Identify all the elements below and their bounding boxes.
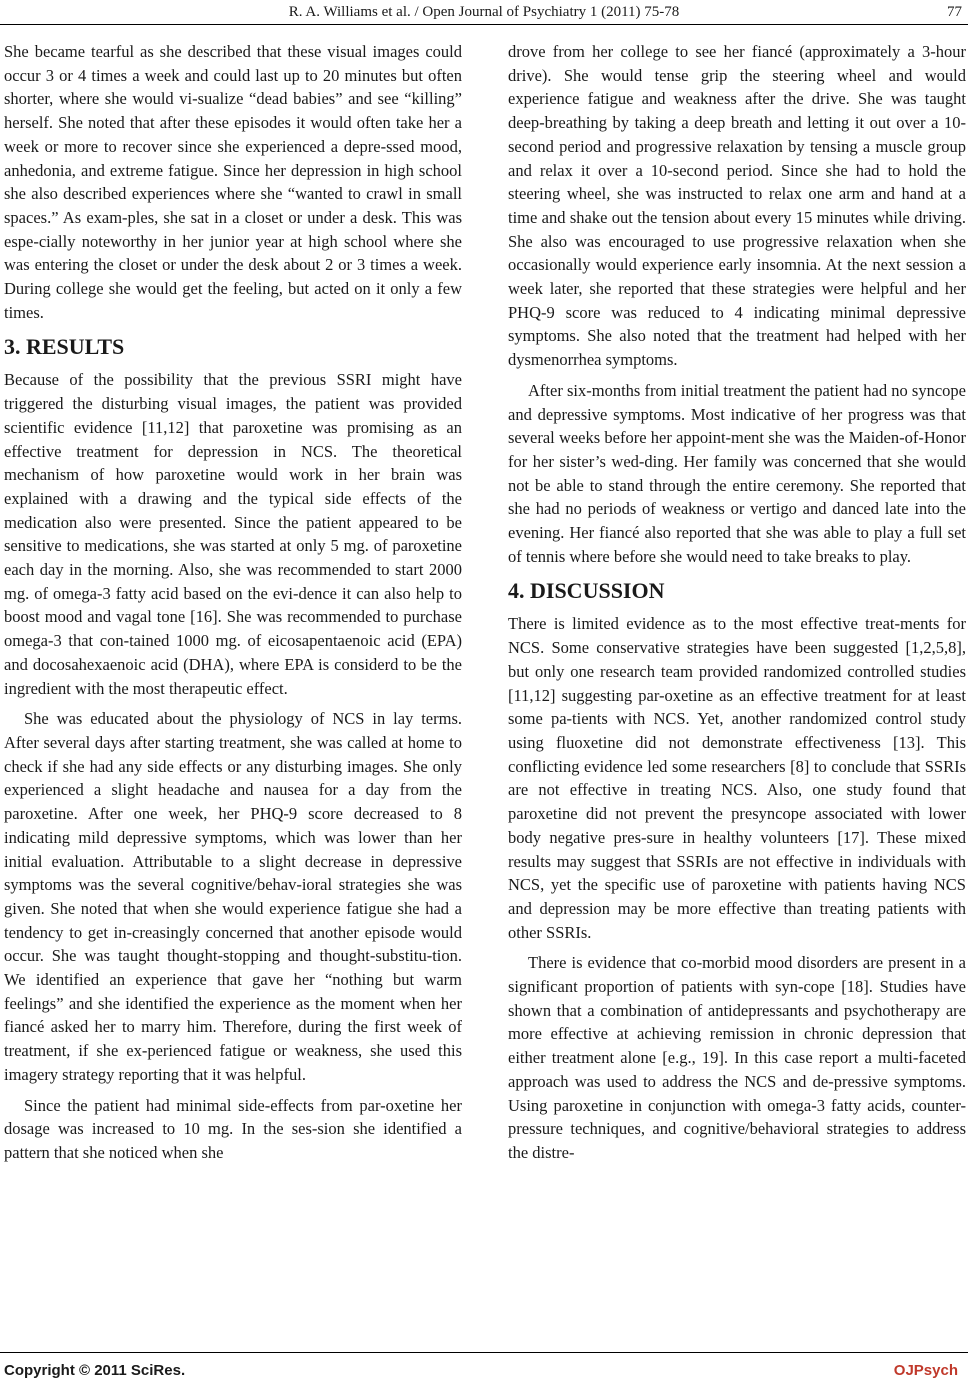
page-footer xyxy=(4,1362,962,1382)
paragraph: Because of the possibility that the previous SSRI might have triggered the disturbing visual images, the patient was provided scientific evidence [11,12] that paroxetine was promising as an effective treatment for depression in NCS. The theoretical mechanism of how paroxetine would work in her brain was explained with a drawing and the typical side effects of the medication also were presented. Since the patient appeared to be sensitive to medications, she was started at only 5 mg. of paroxetine each day in the morning. Also, she was recommended to start 2000 mg. of omega-3 fatty acid based on the evi-dence it can also help to boost mood and vagal tone [16]. She was recommended to purchase omega-3 that con-tained 1000 mg. of eicosapentaenoic acid (EPA) and docosahexaenoic acid (DHA), where EPA is considerd to be the ingredient with the most therapeutic effect. xyxy=(4,370,462,698)
paragraph: Since the patient had minimal side-effects from par-oxetine her dosage was increased to 10 mg. In the ses-sion she identified a pattern that she noticed when she xyxy=(4,1095,462,1162)
page-number: 77 xyxy=(947,4,962,20)
paragraph: After six-months from initial treatment the patient had no syncope and depressive symptoms. Most indicative of her progress was that several weeks before her appoint-ment she was the Maiden-of-Honor for her sister’s wed-ding. Her family was concerned that she would not be able to stand through the entire ceremony. She reported that she had no periods of weakness or vertigo and danced late into the evening. Her fiancé also reported that she was able to play a full set of tennis where before she would need to take breaks to play. xyxy=(508,380,966,566)
section-heading-discussion: 4. DISCUSSION xyxy=(508,578,665,604)
paragraph: There is evidence that co-morbid mood disorders are present in a significant proportion of patients with syn-cope [18]. Studies have shown that a combination of antidepressants and psychotherapy are more effective at achieving remission in chronic depression that either treatment alone [e.g., 19]. In this case report a multi-faceted approach was used to address the NCS and de-pressive symptoms. Using paroxetine in conjunction with omega-3 fatty acids, counter-pressure techniques, and cognitive/behavioral strategies to address the distre- xyxy=(508,953,966,1162)
page-header xyxy=(0,4,968,22)
footer-rule xyxy=(0,1352,968,1353)
running-head: R. A. Williams et al. / Open Journal of Psychiatry 1 (2011) 75-78 xyxy=(288,4,680,20)
header-rule xyxy=(0,24,968,25)
journal-abbreviation: OJPsych xyxy=(893,1362,958,1379)
paragraph: drove from her college to see her fiancé (approximately a 3-hour drive). She would tense grip the steering wheel and would experience fatigue and weakness after the drive. She was taught deep-breathing by taking a deep breath and letting it out over a 10-second period and progressive relaxation by tensing a muscle group and relax it over a 10-second period. Since she had to hold the steering wheel, she was instructed to relax one arm and hand at a time and shake out the tension about every 15 minutes while driving. She also was encouraged to use progressive relaxation when she occasionally would experience early insomnia. At the next session a week later, she reported that these strategies were helpful and her PHQ-9 score was reduced to 4 indicating minimal depressive symptoms. She also noted that the treatment had helped with her dysmenorrhea symptoms. xyxy=(508,42,966,370)
left-column xyxy=(4,40,462,1165)
section-heading-results: 3. RESULTS xyxy=(4,334,125,360)
paragraph: She became tearful as she described that these visual images could occur 3 or 4 times a week and could last up to 20 minutes but often shorter, where she would vi-sualize “dead babies” and see “killing” herself. She noted that after these episodes it would often take her a week or more to recover since she experienced a depre-ssed mood, anhedonia, and extreme fatigue. Since her depression in high school she also described experiences where she “wanted to crawl in small spaces.” As exam-ples, she sat in a closet or under a desk. This was espe-cially noteworthy in her junior year at high school where she was entering the closet or under the desk about 2 or 3 times a week. During college she would get the feeling, but acted on it only a few times. xyxy=(4,42,462,322)
paragraph: There is limited evidence as to the most effective treat-ments for NCS. Some conservative strategies have been suggested [1,2,5,8], but only one research team provided randomized controlled studies [11,12] suggesting par-oxetine as an effective treatment for at least some pa-tients with NCS. Yet, another randomized control study using fluoxetine did not demonstrate effectiveness [13]. This conflicting evidence led some researchers [8] to conclude that SSRIs are not effective in treating NCS. Also, one study found that paroxetine did not prevent the presyncope associated with lower body negative pres-sure in healthy volunteers [17]. These mixed results may suggest that SSRIs are not effective in individuals with NCS, yet the specific use of paroxetine with patients having NCS and depression may be more effective than treating patients with other SSRIs. xyxy=(508,614,966,942)
right-column xyxy=(508,40,966,1165)
copyright-notice: Copyright © 2011 SciRes. xyxy=(4,1362,186,1379)
paragraph: She was educated about the physiology of NCS in lay terms. After several days after starting treatment, she was called at home to check if she had any side effects or any disturbing images. She only experienced a slight headache and nausea for a day from the paroxetine. After one week, her PHQ-9 score decreased to 8 indicating mild depressive symptoms, which was lower than her initial evaluation. Attributable to a slight decrease in depressive symptoms was the several cognitive/behav-ioral strategies she was given. She noted that when she would experience fatigue she had a tendency to get in-creasingly concerned that another episode would occur. She was taught thought-stopping and thought-substitu-tion. We identified an experience that gave her “nothing but warm feelings” and she identified the experience as the moment when her fiancé asked her to marry him. Therefore, during the first week of treatment, if she ex-perienced fatigue or weakness, she used this imagery strategy reporting that it was helpful. xyxy=(4,709,462,1084)
